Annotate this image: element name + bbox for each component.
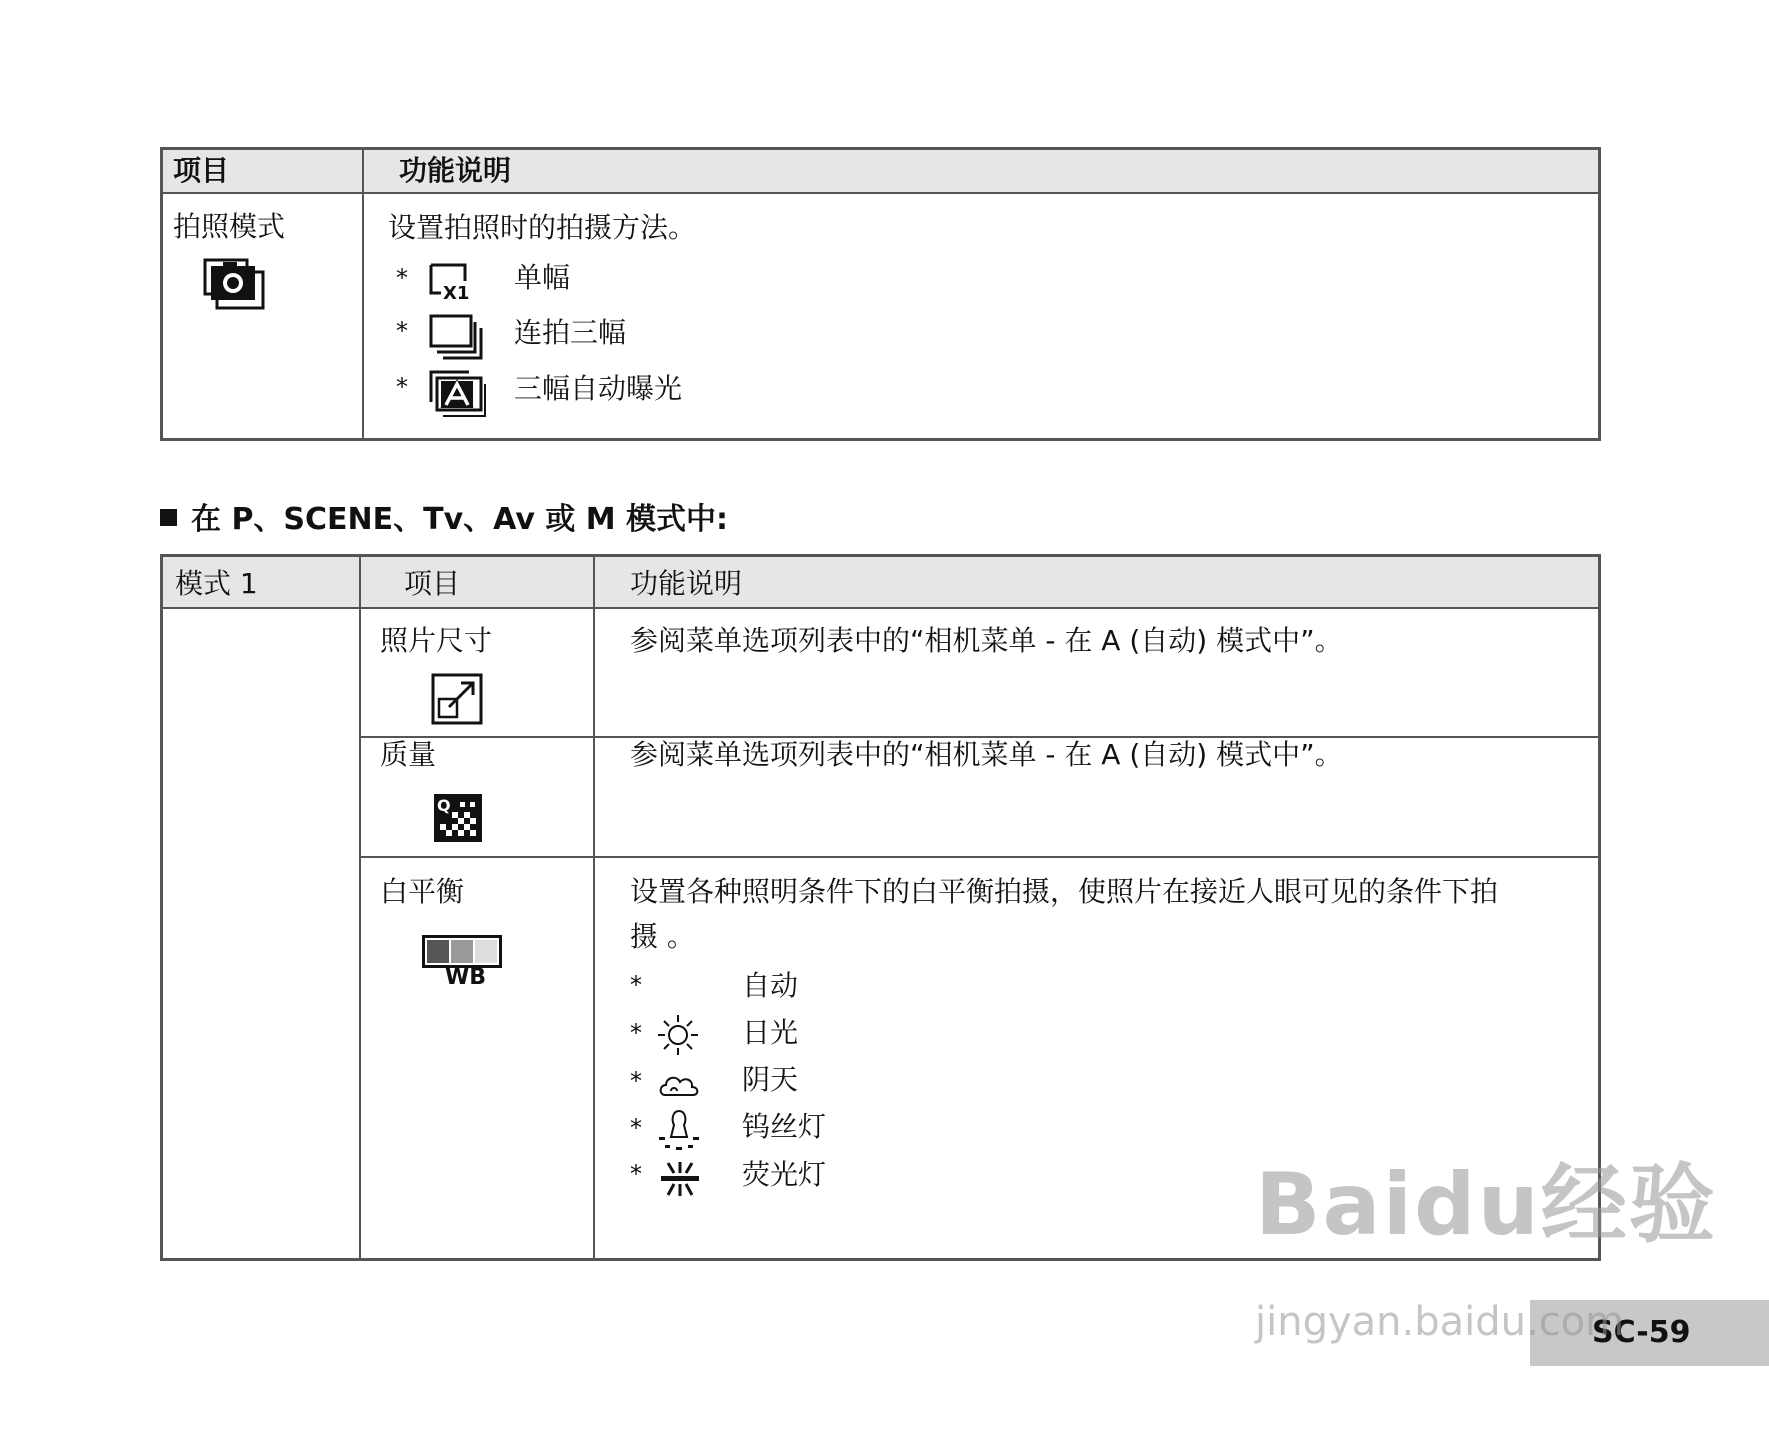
table-header (163, 557, 1598, 609)
svg-text:X1: X1 (443, 283, 470, 304)
option-label-daylight: 日光 (742, 1016, 799, 1049)
header-item: 项目 (404, 567, 461, 600)
option-label-single: 单幅 (514, 261, 571, 294)
header-mode: 模式 1 (175, 567, 258, 600)
header-description: 功能说明 (630, 567, 743, 600)
row-description: 设置拍照时的拍摄方法。 (388, 211, 697, 244)
drive-mode-table (160, 147, 1601, 441)
row-divider (361, 856, 1598, 858)
option-star: * (396, 373, 408, 401)
row-description-white-balance: 设置各种照明条件下的白平衡拍摄，使照片在接近人眼可见的条件下拍 (630, 875, 1499, 908)
row-item-white-balance: 白平衡 (380, 875, 465, 908)
option-star: * (630, 1114, 642, 1142)
option-star: * (396, 264, 408, 292)
option-label-continuous: 连拍三幅 (514, 316, 627, 349)
svg-text:Q: Q (437, 796, 451, 815)
table-header (163, 150, 1598, 194)
page-number: SC-59 (1592, 1315, 1691, 1350)
option-star: * (630, 1019, 642, 1047)
option-label-bracketing: 三幅自动曝光 (514, 372, 683, 405)
row-description-image-size: 参阅菜单选项列表中的“相机菜单 - 在 A (自动) 模式中”。 (630, 624, 1343, 657)
option-label-auto: 自动 (742, 969, 799, 1002)
watermark-url: jingyan.baidu.com (1255, 1299, 1625, 1345)
cloud-icon (657, 1069, 701, 1101)
header-description: 功能说明 (399, 154, 512, 187)
section-heading-text: 在 P、SCENE、Tv、Av 或 M 模式中: (191, 502, 729, 537)
row-description-white-balance-cont: 摄 。 (630, 920, 695, 953)
row-item-drive-mode: 拍照模式 (173, 210, 286, 243)
option-star: * (630, 971, 642, 999)
white-balance-icon-text: WB (445, 965, 487, 990)
single-shot-x1-icon (429, 263, 475, 303)
option-star: * (630, 1067, 642, 1095)
column-divider (359, 557, 361, 1258)
quality-icon (434, 794, 482, 842)
column-divider (362, 150, 364, 438)
image-size-icon (431, 673, 483, 725)
option-label-cloudy: 阴天 (742, 1063, 799, 1096)
option-star: * (396, 317, 408, 345)
header-item: 项目 (173, 154, 230, 187)
option-label-tungsten: 钨丝灯 (742, 1110, 827, 1143)
section-heading (160, 500, 728, 540)
row-description-quality: 参阅菜单选项列表中的“相机菜单 - 在 A (自动) 模式中”。 (630, 738, 1343, 771)
watermark-logo: Baidu经验 (1255, 1155, 1717, 1255)
row-item-quality: 质量 (380, 738, 437, 771)
option-label-fluorescent: 荧光灯 (742, 1158, 827, 1191)
square-bullet-icon (160, 509, 177, 526)
row-item-image-size: 照片尺寸 (380, 624, 493, 657)
bulb-icon (657, 1107, 701, 1151)
continuous-shot-icon (429, 314, 487, 360)
camera-drive-mode-icon (203, 258, 267, 312)
auto-bracketing-icon (429, 370, 491, 420)
sun-icon (657, 1014, 699, 1056)
option-star: * (630, 1160, 642, 1188)
fluorescent-icon (660, 1161, 700, 1197)
column-divider (593, 557, 595, 1258)
